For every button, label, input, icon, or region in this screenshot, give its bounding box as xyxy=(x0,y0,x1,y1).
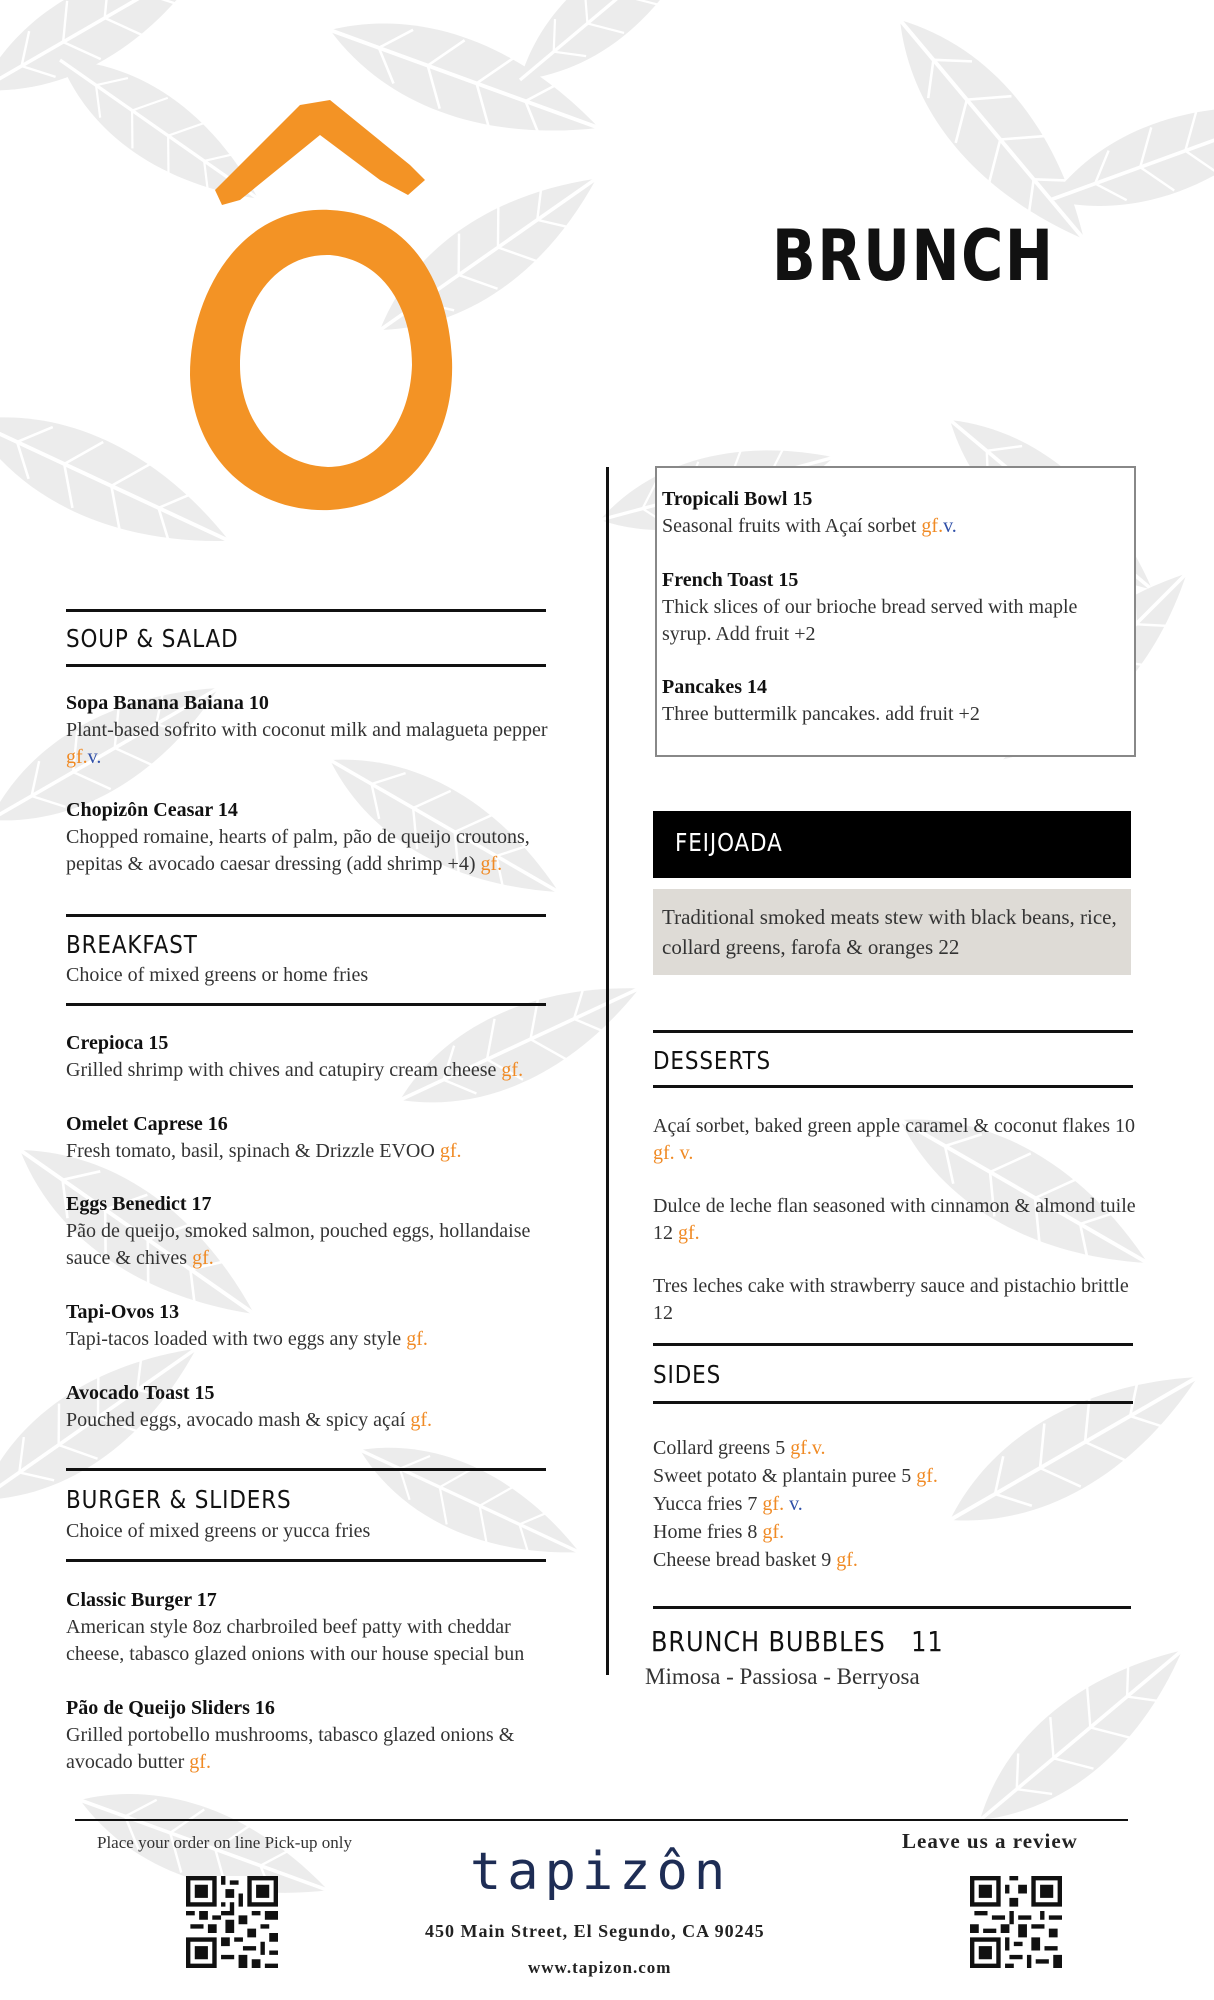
tapizon-wordmark: tapizôn xyxy=(470,1842,732,1902)
gluten-free-tag: gf. xyxy=(790,1437,812,1459)
website-link[interactable]: www.tapizon.com xyxy=(528,1958,672,1977)
item-desc: Cheese bread basket 9 xyxy=(653,1549,832,1571)
desserts-heading: DESSERTS xyxy=(653,1046,772,1075)
bubbles-drinks: Mimosa - Passiosa - Berryosa xyxy=(645,1664,920,1689)
item-name: Omelet Caprese 16 xyxy=(66,1113,228,1135)
item-desc: Grilled portobello mushrooms, tabasco glazed onions & avocado butter xyxy=(66,1724,515,1773)
item-desc: Chopped romaine, hearts of palm, pão de queijo croutons, pepitas & avocado caesar dressing (add shrimp +4) xyxy=(66,826,530,875)
review-text: Leave us a review xyxy=(902,1829,1078,1853)
item-name: Eggs Benedict 17 xyxy=(66,1193,212,1215)
feijoada-box xyxy=(653,889,1131,975)
item-desc: Plant-based sofrito with coconut milk and malagueta pepper xyxy=(66,719,548,741)
vegan-tag: v. xyxy=(943,515,957,537)
item-name: Sopa Banana Baiana 10 xyxy=(66,692,269,714)
item-name: Avocado Toast 15 xyxy=(66,1382,215,1404)
item-name: Crepioca 15 xyxy=(66,1032,169,1054)
side-item xyxy=(653,1518,1133,1546)
gluten-free-tag: gf. xyxy=(921,515,944,537)
sides-heading: SIDES xyxy=(653,1360,722,1389)
item-name: Pancakes 14 xyxy=(662,676,767,698)
menu-item xyxy=(66,1111,566,1165)
item-desc: Yucca fries 7 xyxy=(653,1493,758,1515)
dessert-item xyxy=(653,1193,1143,1247)
bubbles-price: 11 xyxy=(911,1625,944,1658)
burger-sliders-heading: BURGER & SLIDERS xyxy=(66,1485,292,1514)
brand-o-logo-icon xyxy=(180,95,470,525)
menu-item xyxy=(66,1380,566,1434)
item-desc: Dulce de leche flan seasoned with cinnamon & almond tuile 12 xyxy=(653,1195,1136,1244)
item-name: Pão de Queijo Sliders 16 xyxy=(66,1697,275,1719)
sides-list xyxy=(653,1434,1133,1574)
address-text: 450 Main Street, El Segundo, CA 90245 xyxy=(425,1921,765,1941)
item-name: Classic Burger 17 xyxy=(66,1589,217,1611)
item-name: Tapi-Ovos 13 xyxy=(66,1301,180,1323)
gluten-free-tag: gf. xyxy=(678,1222,700,1244)
item-desc: Thick slices of our brioche bread served with maple syrup. Add fruit +2 xyxy=(662,596,1078,645)
gluten-free-tag: gf. xyxy=(406,1328,428,1350)
item-desc: Sweet potato & plantain puree 5 xyxy=(653,1465,912,1487)
bubbles-title: BRUNCH BUBBLES xyxy=(651,1625,886,1658)
menu-item xyxy=(66,690,556,771)
menu-item xyxy=(66,1587,556,1668)
feijoada-header xyxy=(653,811,1131,878)
item-name: Tropicali Bowl 15 xyxy=(662,488,813,510)
item-desc: Seasonal fruits with Açaí sorbet xyxy=(662,515,917,537)
gluten-free-tag: gf. xyxy=(836,1549,858,1571)
burger-subtitle: Choice of mixed greens or yucca fries xyxy=(66,1520,371,1542)
gluten-free-tag: gf. xyxy=(410,1409,433,1431)
item-desc: Pão de queijo, smoked salmon, pouched eggs, hollandaise sauce & chives xyxy=(66,1220,531,1269)
gluten-free-tag: gf. xyxy=(501,1059,524,1081)
menu-item xyxy=(66,1191,556,1272)
menu-item xyxy=(66,797,566,878)
side-item xyxy=(653,1434,1133,1462)
item-desc: Three buttermilk pancakes. add fruit +2 xyxy=(662,703,980,725)
page-title: BRUNCH xyxy=(772,215,1055,297)
breakfast-subtitle: Choice of mixed greens or home fries xyxy=(66,964,369,986)
side-item xyxy=(653,1546,1133,1574)
breakfast-heading: BREAKFAST xyxy=(66,930,198,959)
vegan-tag: v. xyxy=(679,1142,694,1164)
order-qr-code[interactable] xyxy=(186,1876,278,1968)
vegan-tag: v. xyxy=(87,746,102,768)
item-desc: Collard greens 5 xyxy=(653,1437,786,1459)
item-desc: Açaí sorbet, baked green apple caramel & coconut flakes 10 xyxy=(653,1115,1136,1137)
order-online-text: Place your order on line Pick-up only xyxy=(97,1833,352,1852)
item-name: Chopizôn Ceasar 14 xyxy=(66,799,238,821)
gluten-free-tag: gf. xyxy=(762,1521,785,1543)
item-desc: Fresh tomato, basil, spinach & Drizzle EVOO xyxy=(66,1140,435,1162)
side-item xyxy=(653,1490,1133,1518)
item-desc: Grilled shrimp with chives and catupiry cream cheese xyxy=(66,1059,497,1081)
feijoada-heading: FEIJOADA xyxy=(675,828,783,857)
feijoada-desc: Traditional smoked meats stew with black beans, rice, collard greens, farofa & oranges 22 xyxy=(662,905,1117,959)
soup-salad-heading: SOUP & SALAD xyxy=(66,624,239,653)
gluten-free-tag: gf. xyxy=(192,1247,214,1269)
dessert-item xyxy=(653,1113,1143,1167)
brunch-bubbles-heading xyxy=(651,1625,944,1658)
item-desc: Pouched eggs, avocado mash & spicy açaí xyxy=(66,1409,406,1431)
menu-item xyxy=(662,567,1122,648)
gluten-free-tag: gf. xyxy=(762,1493,785,1515)
item-desc: Home fries 8 xyxy=(653,1521,758,1543)
vegan-tag: v. xyxy=(811,1437,826,1459)
gluten-free-tag: gf. xyxy=(653,1142,675,1164)
gluten-free-tag: gf. xyxy=(439,1140,462,1162)
menu-item xyxy=(662,486,1122,540)
menu-item xyxy=(662,674,1122,728)
side-item xyxy=(653,1462,1133,1490)
review-qr-code[interactable] xyxy=(970,1876,1062,1968)
menu-item xyxy=(66,1030,566,1084)
dessert-item xyxy=(653,1273,1143,1327)
vegan-tag: v. xyxy=(789,1493,803,1515)
menu-item xyxy=(66,1299,566,1353)
item-name: French Toast 15 xyxy=(662,569,799,591)
gluten-free-tag: gf. xyxy=(189,1751,211,1773)
gluten-free-tag: gf. xyxy=(66,746,88,768)
item-desc: Tapi-tacos loaded with two eggs any style xyxy=(66,1328,402,1350)
menu-item xyxy=(66,1695,556,1776)
item-desc: Tres leches cake with strawberry sauce and pistachio brittle 12 xyxy=(653,1275,1129,1324)
item-desc: American style 8oz charbroiled beef patty with cheddar cheese, tabasco glazed onions with our house special bun xyxy=(66,1616,525,1665)
gluten-free-tag: gf. xyxy=(916,1465,938,1487)
gluten-free-tag: gf. xyxy=(480,853,503,875)
